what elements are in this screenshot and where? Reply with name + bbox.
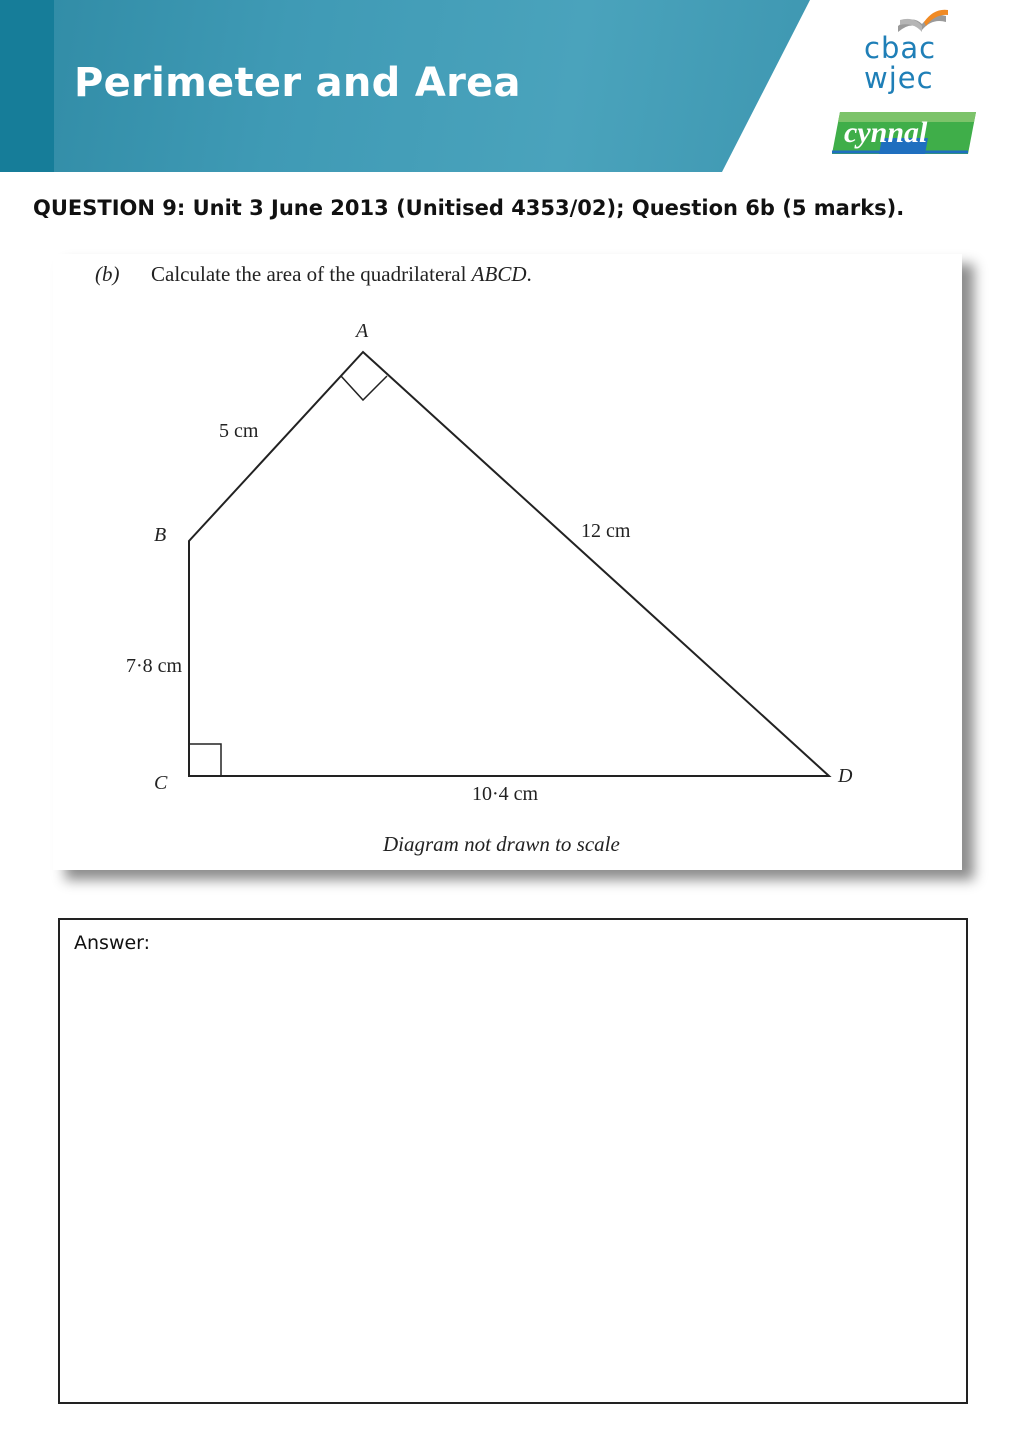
answer-label: Answer: (74, 932, 151, 954)
question-card (53, 254, 962, 870)
right-angle-marker-c (189, 744, 221, 776)
vertex-a-label: A (356, 320, 369, 342)
side-cd-length: 10·4 cm (472, 783, 539, 805)
side-ab-length: 5 cm (219, 420, 259, 442)
quadrilateral-abcd (189, 352, 829, 776)
right-angle-marker-a (341, 376, 387, 400)
instruction-text: Calculate the area of the quadrilateral (151, 262, 472, 286)
wjec-logo (826, 4, 996, 164)
logo-wjec-text: wjec (864, 61, 934, 95)
answer-box[interactable] (58, 918, 968, 1404)
question-heading: QUESTION 9: Unit 3 June 2013 (Unitised 4353/02); Question 6b (5 marks). (33, 196, 905, 220)
instruction-suffix: . (526, 262, 532, 286)
cynnal-badge (832, 112, 976, 154)
vertex-c-label: C (154, 772, 168, 794)
side-bc-length: 7·8 cm (126, 655, 183, 677)
header-strip (0, 0, 54, 172)
logo-cynnal-text: cynnal (844, 116, 928, 149)
question-part-label: (b) (95, 262, 120, 286)
vertex-d-label: D (838, 765, 853, 787)
instruction-shape: ABCD (471, 262, 527, 286)
vertex-b-label: B (154, 524, 167, 546)
quadrilateral-diagram (53, 254, 962, 870)
diagram-note: Diagram not drawn to scale (383, 832, 620, 856)
page-title: Perimeter and Area (74, 60, 521, 106)
logo-cbac-text: cbac (864, 31, 937, 65)
side-ad-length: 12 cm (581, 520, 631, 542)
